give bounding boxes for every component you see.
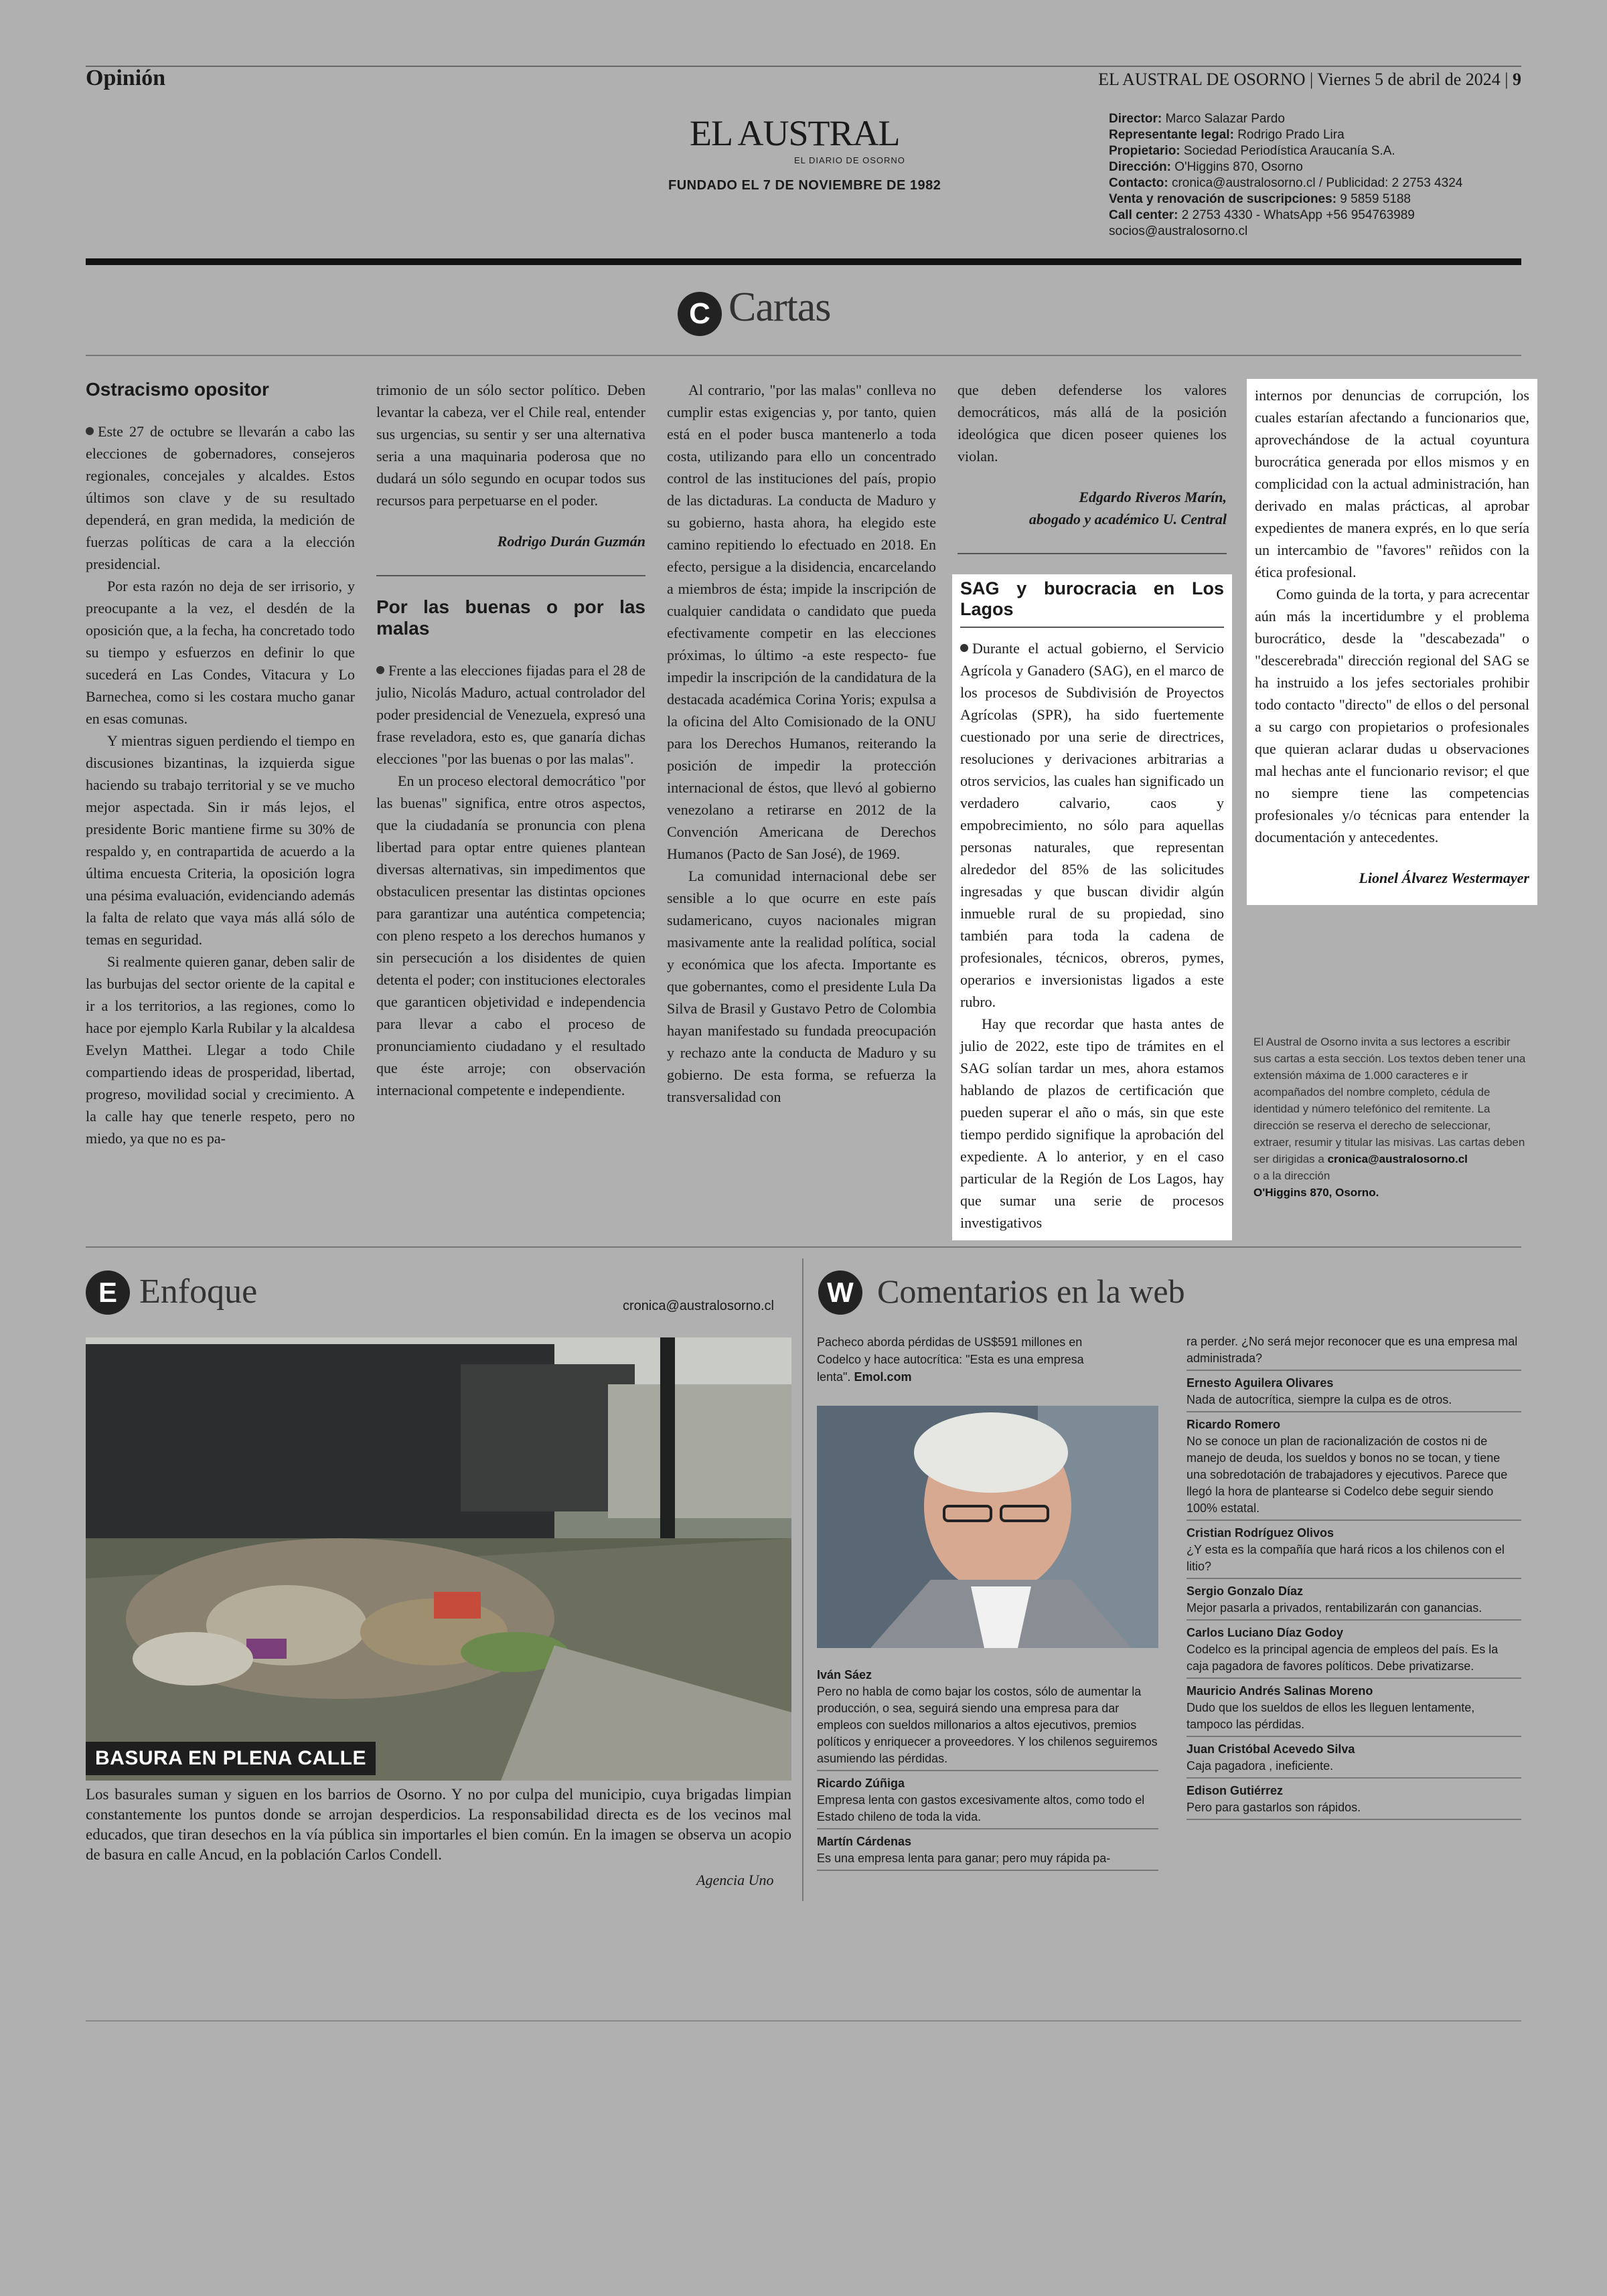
masthead-label: Contacto: (1109, 176, 1168, 190)
letter-paragraph: Hay que recordar que hasta antes de julio de 2022, este tipo de trámites en el SAG solían tardar un mes, ahora estamos hablando de plazos de certificación que pueden superar el año o más, sin que este tiempo perdido signifique la aprobación del expediente. A lo anterior, y en el caso particular de la Región de Los Lagos, hay que sumar una serie de procesos investigativos (960, 1015, 1224, 1231)
masthead-line (1109, 111, 1462, 127)
comments-right (1187, 1333, 1521, 1824)
comment (817, 1775, 1158, 1829)
cartas-title: Cartas (729, 284, 831, 330)
masthead-line (1109, 224, 1462, 240)
comment-text: ¿Y esta es la compañía que hará ricos a los chilenos con el litio? (1187, 1543, 1505, 1573)
newspaper-logo: EL AUSTRAL (690, 113, 900, 153)
column-4 (958, 379, 1227, 1240)
comment (1187, 1583, 1521, 1621)
garbage-street-photo (86, 1337, 791, 1781)
letter-paragraph: que deben defenderse los valores democráticos, más allá de la posición ideológica que dicen poseer quienes los violan. (958, 382, 1227, 465)
letter-paragraph (960, 637, 1224, 1013)
letter-paragraph: Al contrario, "por las malas" conlleva no cumplir estas exigencias y, por tanto, quien está en el poder busca mantenerlo a toda costa, utilizando para ello un concentrado control de las instituciones del país, propio de las dictaduras. La conducta de Maduro y su gobierno, hasta ahora, ha elegido este camino repitiendo lo efectuado en 2018. En efecto, persigue a la disidencia, encarcelando a miembros de ésta; impide la inscripción de cualquier candidata o candidato que pueda efectivamente competir en las elecciones próximas, lo último -a este respecto- fue impedir la inscripción de la candidatura de la destacada académica Corina Yoris; expulsa a la oficina del Alto Comisionado de la ONU para los Derechos Humanos, reiterando la posición de impedir la protección internacional de éstos, que llevó al gobierno venezolano a retirarse en 2012 de la Convención Americana de Derechos Humanos (Pacto de San José), de 1969. (667, 382, 936, 862)
masthead-line (1109, 175, 1462, 191)
masthead-line (1109, 127, 1462, 143)
letter-paragraph (376, 659, 645, 770)
paper-line-text: EL AUSTRAL DE OSORNO | Viernes 5 de abril de 2024 | (1098, 70, 1509, 89)
comment-author: Edison Gutiérrez (1187, 1784, 1284, 1797)
column-3 (667, 379, 936, 1108)
letter-paragraph: Por esta razón no deja de ser irrisorio, y preocupante a la vez, el desdén de la oposición que, a la fecha, ha concretado todo su tiempo y esfuerzos en definir lo que sucederá en Las Condes, Vitacura y Lo Barnechea, como si les costara mucho ganar en esas comunas. (86, 578, 355, 727)
note-address: O'Higgins 870, Osorno. (1253, 1186, 1379, 1199)
masthead-value: 2 2753 4330 - WhatsApp +56 954763989 (1181, 208, 1415, 222)
enfoque-badge-icon: E (86, 1270, 130, 1315)
enfoque-text: Los basurales suman y siguen en los barrios de Osorno. Y no por culpa del municipio, cuya brigadas limpian constantemente los puntos donde se arrojan desperdicios. La responsabilidad directa es de los vecinos mal educados, que tiran desechos en la vía pública sin importarles el bien común. En la imagen se observa un acopio de basura en calle Ancud, en la población Carlos Condell. (86, 1786, 791, 1863)
comment-text: Pero no habla de como bajar los costos, sólo de aumentar la producción, o sea, seguirá siendo una empresa para dar empleos con sueldos millonarios a altos ejecutivos, premios políticos y enriquecer a proveedores. Y los chilenos seguiremos asumiendo las pérdidas. (817, 1685, 1158, 1765)
enfoque-email[interactable]: cronica@australosorno.cl (623, 1299, 774, 1313)
comment (1187, 1783, 1521, 1820)
photo-credit: Agencia Uno (696, 1872, 774, 1888)
signature: Edgardo Riveros Marín, (1079, 489, 1227, 505)
web-intro (817, 1333, 1091, 1386)
comment-text: Es una empresa lenta para ganar; pero muy rápida pa- (817, 1852, 1111, 1865)
comment-author: Ernesto Aguilera Olivares (1187, 1376, 1334, 1390)
comment-author: Ricardo Zúñiga (817, 1777, 905, 1790)
masthead-value: O'Higgins 870, Osorno (1174, 160, 1303, 174)
masthead-label: Representante legal: (1109, 128, 1234, 142)
divider (958, 553, 1227, 554)
comment-text: Empresa lenta con gastos excesivamente altos, como todo el Estado chileno de toda la vida. (817, 1793, 1145, 1823)
intro-source[interactable]: Emol.com (854, 1370, 912, 1384)
letter-paragraph: Como guinda de la torta, y para acrecentar aún más la incertidumbre y el problema burocrático, desde la "descabezada" o "descerebrada" dirección regional del SAG se ha instruido a los jefes sectoriales prohibir todo contacto "directo" de ellos o del personal a su cargo con propietarios o profesionales que quieran aclarar dudas u observaciones mal hechas ante el funcionario revisor; el que no siempre tiene las competencias profesionales y/o técnicas para entender la documentación y antecedentes. (1255, 586, 1529, 845)
comment-text: Pero para gastarlos son rápidos. (1187, 1801, 1361, 1814)
letter-paragraph: La comunidad internacional debe ser sensible a lo que ocurre en este país sudamericano, cuyos nacionales migran masivamente ante la realidad política, social y económica que los afecta. Importante es que gobernantes, como el presidente Lula Da Silva de Brasil y Gustavo Petro de Colombia hayan manifestado su fundada preocupación y rechazo ante la conducta de Maduro y su gobierno. De esta forma, se refuerza la transversalidad con (667, 868, 936, 1105)
comment-author: Martín Cárdenas (817, 1835, 912, 1848)
bullet-icon (86, 427, 94, 435)
bullet-icon (376, 666, 384, 674)
comment-continuation: ra perder. ¿No será mejor reconocer que es una empresa mal administrada? (1187, 1333, 1521, 1371)
comment-text: Nada de autocrítica, siempre la culpa es de otros. (1187, 1393, 1452, 1406)
masthead-line (1109, 159, 1462, 175)
comment-text: Codelco es la principal agencia de empleos del país. Es la caja pagadora de favores políticos. Debe privatizarse. (1187, 1643, 1499, 1673)
note-email[interactable]: cronica@australosorno.cl (1327, 1153, 1468, 1165)
comment (1187, 1625, 1521, 1679)
photo-caption-label: BASURA EN PLENA CALLE (86, 1742, 376, 1775)
intro-text: Pacheco aborda pérdidas de US$591 millones en Codelco y hace autocrítica: "Esta es una empresa lenta". (817, 1335, 1084, 1384)
masthead-line (1109, 143, 1462, 159)
masthead-value: Sociedad Periodística Araucanía S.A. (1183, 144, 1395, 158)
comment-author: Sergio Gonzalo Díaz (1187, 1584, 1304, 1598)
paragraph-text: Frente a las elecciones fijadas para el 28 de julio, Nicolás Maduro, actual controlador del poder presidencial de Venezuela, expresó una frase reveladora, esto es, que ganaría dichas elecciones "por las buenas o por las malas". (376, 662, 645, 767)
comment-author: Mauricio Andrés Salinas Moreno (1187, 1684, 1373, 1698)
divider (376, 575, 645, 576)
letter-title: Ostracismo opositor (86, 379, 269, 400)
founded-line: FUNDADO EL 7 DE NOVIEMBRE DE 1982 (668, 178, 941, 193)
paragraph-text: Durante el actual gobierno, el Servicio Agrícola y Ganadero (SAG), en el marco de los procesos de Subdivisión de Proyectos Agrícolas (SPR), ha sido fuertemente cuestionado por una serie de directrices, resoluciones y derivaciones arbitrarias a otros servicios, las cuales han significado un verdadero calvario, caos y empobrecimiento, no sólo para aquellas personas naturales, que representan alrededor del 85% de las solicitudes ingresadas y que buscan dividir algún inmueble rural de su propiedad, sino también para toda la cadena de profesionales, técnicos, obreros, pymes, operarios e inversionistas ligados a este rubro. (960, 640, 1224, 1010)
letter-paragraph: internos por denuncias de corrupción, los cuales estarían afectando a funcionarios que, aprovechándose de la actual coyuntura burocrática generada por ellos mismos y en complicidad con la actual administración, han derivado en malas prácticas, al aprobar expedientes de manera exprés, en lo que sería un intercambio de "favores" reñidos con la ética profesional. (1255, 387, 1529, 580)
masthead-line (1109, 208, 1462, 224)
paragraph-text: Este 27 de octubre se llevarán a cabo las elecciones de gobernadores, consejeros regionales, concejales y alcaldes. Estos últimos son clave y de su resultado dependerá, en gran medida, la medición de fuerzas políticas de cara a la elección presidencial. (86, 423, 355, 572)
web-badge-icon: W (818, 1270, 862, 1315)
masthead-label: Call center: (1109, 208, 1178, 222)
masthead-line (1109, 191, 1462, 208)
masthead-label: Director: (1109, 112, 1162, 126)
column-1 (86, 379, 355, 1149)
masthead-value: 9 5859 5188 (1340, 192, 1411, 206)
letter-title: SAG y burocracia en Los Lagos (960, 578, 1224, 628)
signature: Rodrigo Durán Guzmán (497, 533, 645, 550)
note-or: o a la dirección (1253, 1169, 1330, 1182)
column-5 (1247, 379, 1537, 905)
masthead-label: Propietario: (1109, 144, 1180, 158)
comment (817, 1833, 1158, 1871)
letter-title: Por las buenas o por las malas (376, 596, 645, 639)
signature: Lionel Álvarez Westermayer (1359, 870, 1529, 886)
masthead-value: cronica@australosorno.cl / Publicidad: 2 2753 4324 (1171, 176, 1463, 190)
comment-author: Juan Cristóbal Acevedo Silva (1187, 1742, 1355, 1756)
section-title: Opinión (86, 66, 166, 90)
letter-paragraph: En un proceso electoral democrático "por las buenas" significa, entre otros aspectos, que la ciudadanía se pronuncia con plena libertad para optar entre quienes plantean diversas alternativas, sin impedimentos que obstaculicen presentar las distintas opciones para garantizar una auténtica competencia; con pleno respeto a los derechos humanos y sin persecución a los disidentes de quien detenta el poder; con instituciones electorales que garanticen objetividad e independencia para llevar a cabo el proceso de pronunciamiento ciudadano y el resultado que éste arroje; con observación internacional competente e independiente. (376, 772, 645, 1098)
comment-author: Cristian Rodríguez Olivos (1187, 1526, 1334, 1540)
masthead-value: socios@australosorno.cl (1109, 224, 1248, 238)
signature-role: abogado y académico U. Central (1028, 511, 1227, 527)
masthead (1109, 111, 1462, 240)
cartas-badge-icon: C (678, 292, 722, 336)
column-2 (376, 379, 645, 1101)
comment (1187, 1683, 1521, 1737)
comment (1187, 1525, 1521, 1579)
note-text: El Austral de Osorno invita a sus lectores a escribir sus cartas a esta sección. Los textos deben tener una extensión máxima de 1.000 caracteres e ir acompañados del nombre completo, cédula de identidad y número telefónico del remitente. La dirección se reserva el derecho de seleccionar, extraer, resumir y titular las misivas. Las cartas deben ser dirigidas a (1253, 1036, 1526, 1165)
comment-text: No se conoce un plan de racionalización de costos ni de manejo de deuda, los sueldos y bonos no se tocan, y tiene una sobredotación de trabajadores y ejecutivos. Parece que llegó la hora de plantearse si Codelco debe seguir siendo 100% estatal. (1187, 1434, 1508, 1515)
letter-paragraph: trimonio de un sólo sector político. Deben levantar la cabeza, ver el Chile real, entender sus urgencias, su sentir y ser una alternativa seria a una maquinaria poderosa que no dudará un sólo segundo en ocupar todos sus recursos para perpetuarse en el poder. (376, 382, 645, 509)
comment (1187, 1375, 1521, 1412)
comment-author: Iván Sáez (817, 1668, 872, 1682)
reader-letters-note (1253, 1034, 1528, 1201)
comment (1187, 1416, 1521, 1521)
page-number: 9 (1513, 70, 1521, 89)
paper-date-line (1098, 70, 1521, 90)
bullet-icon (960, 644, 968, 652)
enfoque-title: Enfoque (139, 1273, 258, 1311)
comment (1187, 1741, 1521, 1779)
comment (817, 1667, 1158, 1771)
web-comments-title: Comentarios en la web (877, 1273, 1185, 1310)
comments-left (817, 1667, 1158, 1875)
letter-paragraph: Y mientras siguen perdiendo el tiempo en discusiones bizantinas, la izquierda sigue haciendo su trabajo territorial y se ve mucho mejor aspectada. Sin ir más lejos, el presidente Boric mantiene firme su 30% de respaldo y, en contrapartida de acuerdo a la última encuesta Criteria, la oposición logra una pésima evaluación, evidenciando además la falta de relato que vaya más allá sólo de temas en seguridad. (86, 732, 355, 948)
comment-text: Dudo que los sueldos de ellos les lleguen lentamente, tampoco las pérdidas. (1187, 1701, 1475, 1731)
letter-paragraph: Si realmente quieren ganar, deben salir de las burbujas del sector oriente de la capital e ir a los territorios, a las regiones, como lo hace por ejemplo Karla Rubilar y la alcaldesa Evelyn Matthei. Llegar a todo Chile compartiendo ideas de prosperidad, libertad, progreso, movilidad social y crecimiento. A la calle hay que tenerle respeto, pero no miedo, ya que no es pa- (86, 953, 355, 1147)
comment-author: Carlos Luciano Díaz Godoy (1187, 1626, 1344, 1639)
masthead-label: Venta y renovación de suscripciones: (1109, 192, 1337, 206)
masthead-label: Dirección: (1109, 160, 1171, 174)
logo-subtitle: EL DIARIO DE OSORNO (794, 155, 905, 165)
letter-paragraph (86, 420, 355, 575)
masthead-value: Marco Salazar Pardo (1165, 112, 1285, 126)
portrait-photo (817, 1406, 1158, 1648)
comment-text: Mejor pasarla a privados, rentabilizarán con ganancias. (1187, 1601, 1482, 1615)
comment-text: Caja pagadora , ineficiente. (1187, 1759, 1334, 1773)
masthead-value: Rodrigo Prado Lira (1237, 128, 1345, 142)
comment-author: Ricardo Romero (1187, 1418, 1281, 1431)
